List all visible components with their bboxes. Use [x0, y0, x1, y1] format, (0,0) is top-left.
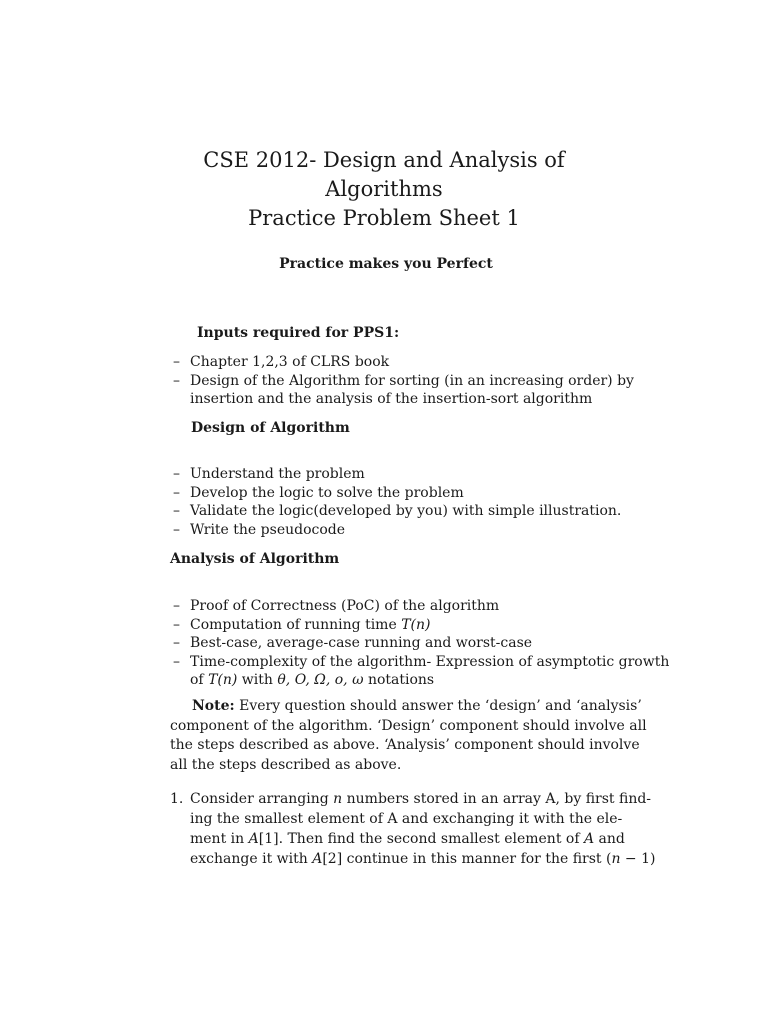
- list-item: – Develop the logic to solve the problem: [173, 484, 464, 501]
- problem-number: 1.: [170, 791, 184, 807]
- list-item: – Chapter 1,2,3 of CLRS book: [173, 354, 390, 370]
- problem-text: Consider arranging n numbers stored in an array A, by first find- ing the smallest element of A and exchanging it with the ele- ment in A[1]. Then find the second smallest element of A and exchange it with A[2] continue in this manner for the first (n − 1): [190, 791, 656, 867]
- title-line-1: CSE 2012- Design and Analysis of: [203, 148, 565, 172]
- list-item: – Design of the Algorithm for sorting (in an increasing order) by insertion and the analysis of the insertion-sort algorithm: [173, 372, 634, 407]
- analysis-heading: Analysis of Algorithm: [170, 551, 340, 567]
- title-line-3: Practice Problem Sheet 1: [248, 206, 520, 230]
- design-heading: Design of Algorithm: [191, 420, 350, 436]
- design-list: [173, 465, 622, 539]
- list-item: – Computation of running time T(n): [173, 616, 431, 633]
- note-paragraph: Note: Every question should answer the ‘design’ and ‘analysis’ component of the algorithm. ‘Design’ component should involve all the steps described as above. ‘Analysis’ component should involve all the steps described as above.: [170, 698, 647, 773]
- list-item: – Time-complexity of the algorithm- Expression of asymptotic growth of T(n) with θ, O, Ω, o, ω notations: [173, 653, 670, 688]
- inputs-list: [173, 353, 634, 409]
- list-item: – Write the pseudocode: [173, 521, 346, 538]
- title-line-2: Algorithms: [325, 177, 443, 201]
- note-label: Note:: [192, 698, 235, 714]
- analysis-list: [173, 597, 670, 690]
- list-item: – Validate the logic(developed by you) with simple illustration.: [173, 503, 622, 519]
- list-item: – Proof of Correctness (PoC) of the algorithm: [173, 598, 500, 614]
- document-title: [0, 146, 768, 233]
- list-item: – Understand the problem: [173, 466, 365, 482]
- list-item: – Best-case, average-case running and worst-case: [173, 635, 533, 651]
- subtitle: Practice makes you Perfect: [279, 256, 493, 272]
- inputs-heading: Inputs required for PPS1:: [197, 325, 400, 341]
